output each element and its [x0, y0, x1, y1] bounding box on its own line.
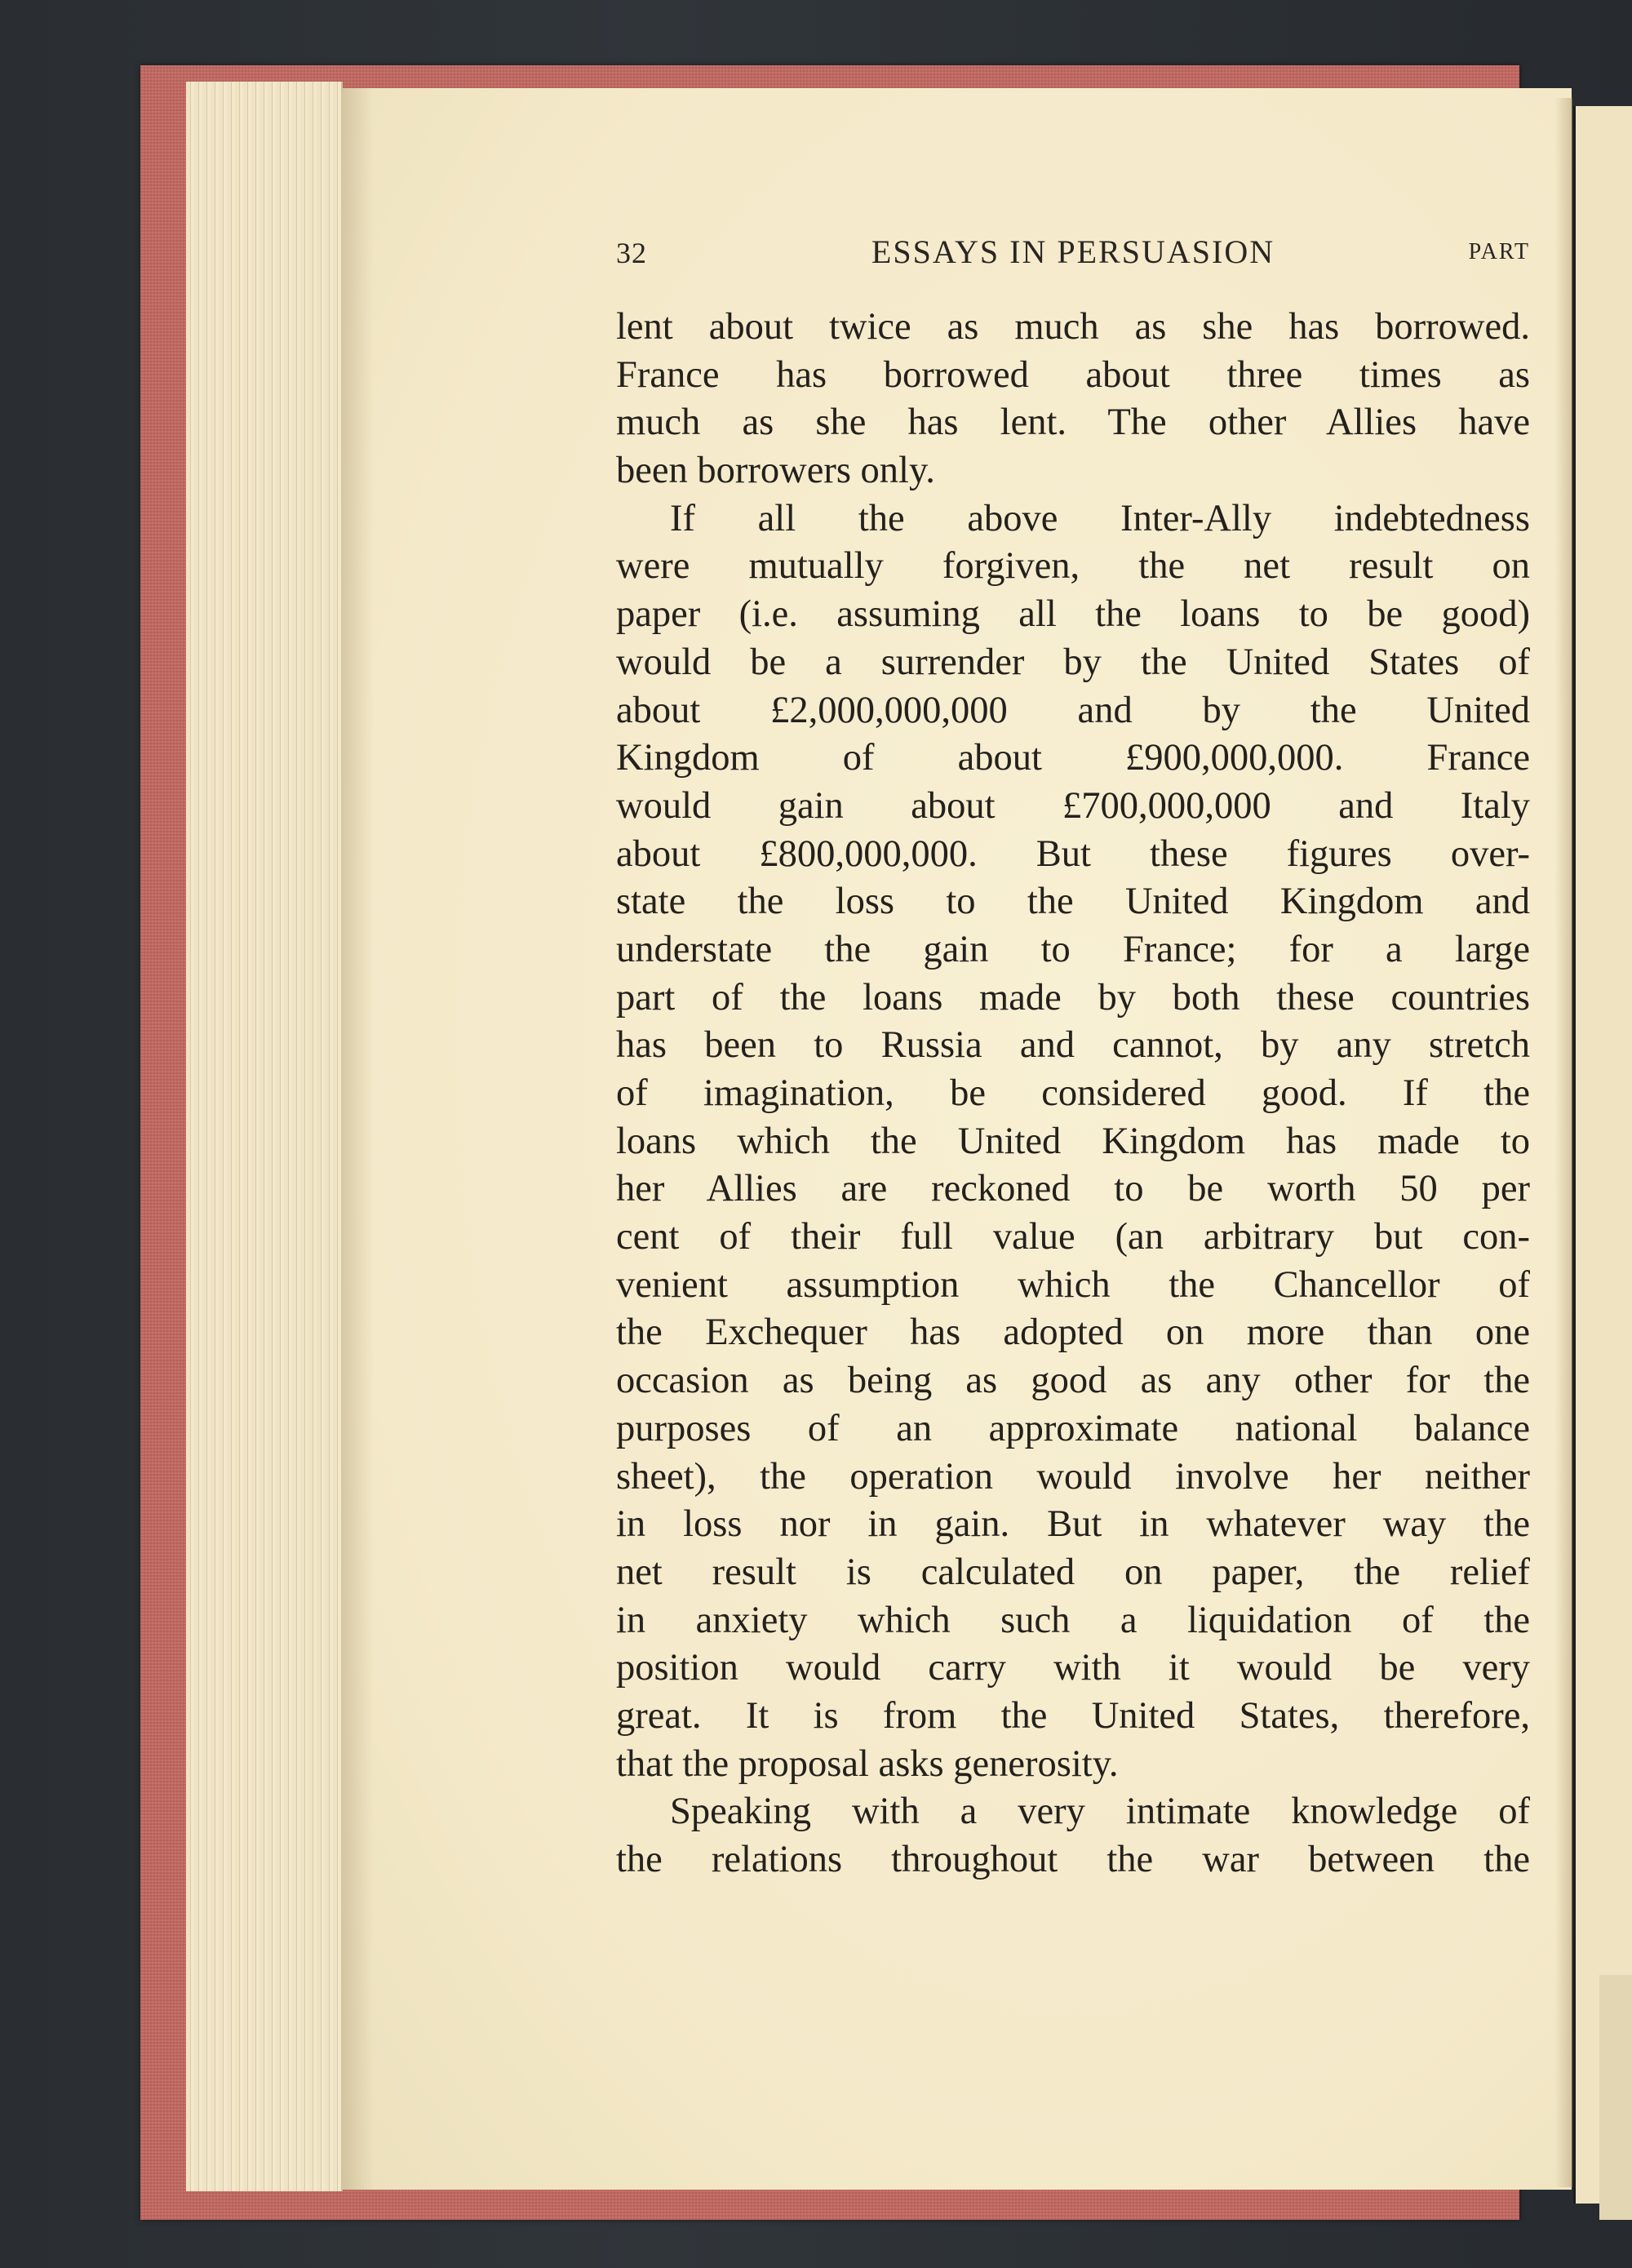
- text-line: cent of their full value (an arbitrary but con-: [616, 1216, 1530, 1258]
- next-page-shade: [1599, 1975, 1632, 2220]
- text-line: France has borrowed about three times as: [616, 353, 1530, 396]
- text-line: paper (i.e. assuming all the loans to be good): [616, 593, 1530, 636]
- text-line: venient assumption which the Chancellor of: [616, 1263, 1530, 1306]
- text-line: purposes of an approximate national balance: [616, 1407, 1530, 1449]
- section-label: PART: [1468, 239, 1530, 264]
- text-line: the relations throughout the war between the: [616, 1839, 1530, 1880]
- text-line: understate the gain to France; for a large: [616, 928, 1530, 970]
- page-edges: [186, 82, 343, 2191]
- text-line: has been to Russia and cannot, by any stretch: [616, 1024, 1530, 1067]
- text-line: that the proposal asks generosity.: [616, 1742, 1119, 1785]
- running-header: [616, 233, 1530, 273]
- next-page-edge: [1573, 106, 1632, 2204]
- body-text: [616, 304, 1530, 1884]
- text-line: much as she has lent. The other Allies have: [616, 402, 1530, 444]
- text-line: lent about twice as much as she has borrowed.: [616, 306, 1530, 348]
- text-line: about £2,000,000,000 and by the United: [616, 689, 1530, 731]
- text-line: sheet), the operation would involve her neither: [616, 1455, 1530, 1498]
- text-line: about £800,000,000. But these figures over-: [616, 832, 1530, 875]
- text-line: in anxiety which such a liquidation of the: [616, 1599, 1530, 1641]
- paragraph-start-line: Speaking with a very intimate knowledge of: [670, 1791, 1530, 1833]
- text-line: net result is calculated on paper, the relief: [616, 1551, 1530, 1593]
- text-line: great. It is from the United States, therefore,: [616, 1694, 1530, 1737]
- text-line: position would carry with it would be very: [616, 1647, 1530, 1689]
- text-line: loans which the United Kingdom has made to: [616, 1120, 1530, 1162]
- paragraph-start-line: If all the above Inter-Ally indebtedness: [670, 497, 1530, 539]
- text-line: the Exchequer has adopted on more than one: [616, 1312, 1530, 1354]
- text-line: would gain about £700,000,000 and Italy: [616, 784, 1530, 827]
- text-line: were mutually forgiven, the net result on: [616, 545, 1530, 588]
- text-line: her Allies are reckoned to be worth 50 per: [616, 1168, 1530, 1210]
- page-edge-shadow: [1554, 98, 1572, 2187]
- text-line: would be a surrender by the United States of: [616, 641, 1530, 683]
- text-line: state the loss to the United Kingdom and: [616, 881, 1530, 923]
- binding-shadow: [341, 88, 374, 2190]
- text-line: been borrowers only.: [616, 450, 935, 492]
- text-line: occasion as being as good as any other for the: [616, 1360, 1530, 1402]
- text-line: in loss nor in gain. But in whatever way the: [616, 1503, 1530, 1546]
- text-line: part of the loans made by both these countries: [616, 976, 1530, 1019]
- text-line: Kingdom of about £900,000,000. France: [616, 737, 1530, 779]
- text-line: of imagination, be considered good. If the: [616, 1072, 1530, 1114]
- page-number: 32: [616, 237, 647, 269]
- running-title: ESSAYS IN PERSUASION: [871, 233, 1275, 270]
